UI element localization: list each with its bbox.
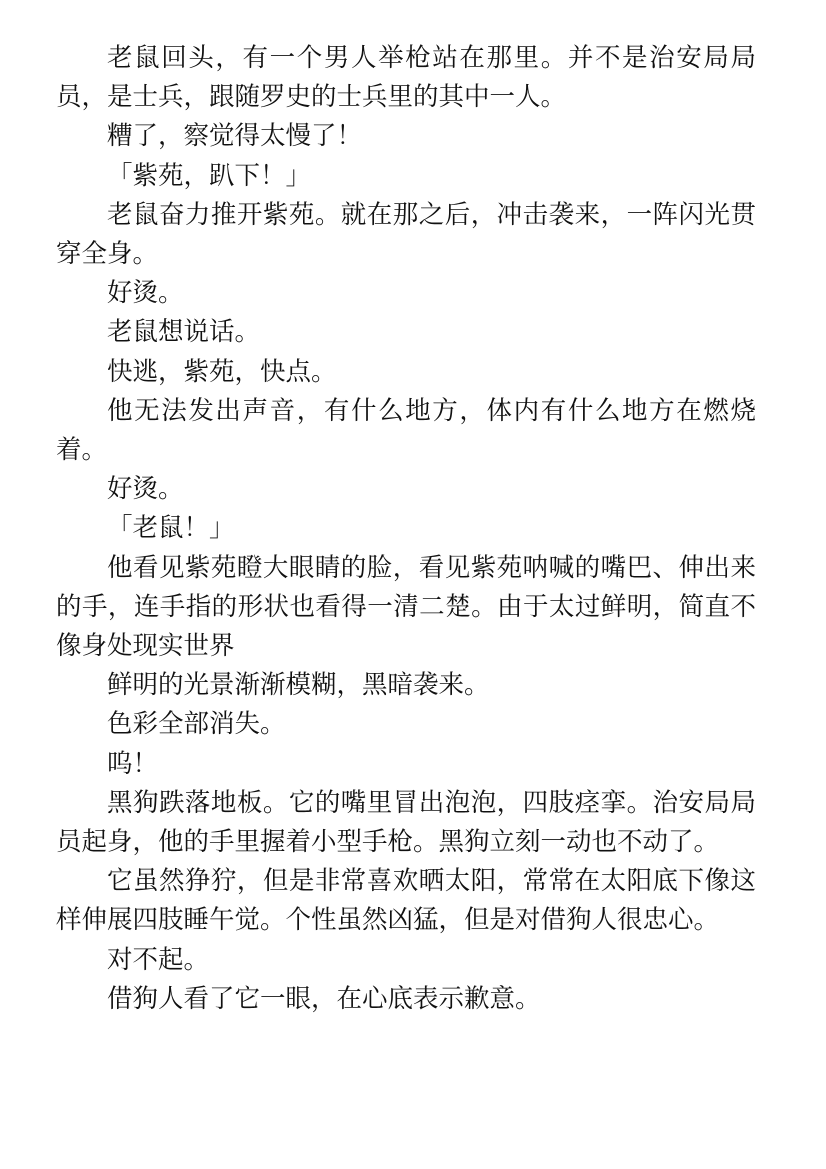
paragraph: 呜！ bbox=[107, 748, 159, 779]
paragraph: 好烫。 bbox=[107, 278, 184, 309]
paragraph: 它虽然狰狞，但是非常喜欢晒太阳，常常在太阳底下像这样伸展四肢睡午觉。个性虽然凶猛，但是对借狗人很忠心。 bbox=[56, 866, 756, 936]
paragraph: 对不起。 bbox=[107, 944, 210, 975]
paragraph: 黑狗跌落地板。它的嘴里冒出泡泡，四肢痉挛。治安局局员起身，他的手里握着小型手枪。黑狗立刻一动也不动了。 bbox=[56, 787, 756, 858]
paragraph: 好烫。 bbox=[107, 474, 184, 505]
paragraph: 老鼠奋力推开紫苑。就在那之后，冲击袭来，一阵闪光贯穿全身。 bbox=[56, 199, 756, 270]
paragraph: 色彩全部消失。 bbox=[107, 709, 286, 740]
paragraph: 糟了，察觉得太慢了！ bbox=[107, 121, 363, 152]
paragraph: 老鼠想说话。 bbox=[107, 317, 261, 348]
paragraph: 借狗人看了它一眼，在心底表示歉意。 bbox=[107, 983, 541, 1014]
paragraph: 鲜明的光景渐渐模糊，黑暗袭来。 bbox=[107, 670, 490, 701]
paragraph: 他看见紫苑瞪大眼睛的脸，看见紫苑呐喊的嘴巴、伸出来的手，连手指的形状也看得一清二楚。由于太过鲜明，简直不像身处现实世界 bbox=[56, 552, 756, 662]
paragraph: 他无法发出声音，有什么地方，体内有什么地方在燃烧着。 bbox=[56, 395, 756, 466]
novel-page bbox=[56, 39, 756, 1019]
paragraph: 「紫苑，趴下！」 bbox=[107, 160, 312, 191]
paragraph: 老鼠回头，有一个男人举枪站在那里。并不是治安局局员，是士兵，跟随罗史的士兵里的其中一人。 bbox=[56, 43, 756, 113]
paragraph: 快逃，紫苑，快点。 bbox=[107, 356, 337, 387]
paragraph: 「老鼠！」 bbox=[107, 513, 235, 544]
